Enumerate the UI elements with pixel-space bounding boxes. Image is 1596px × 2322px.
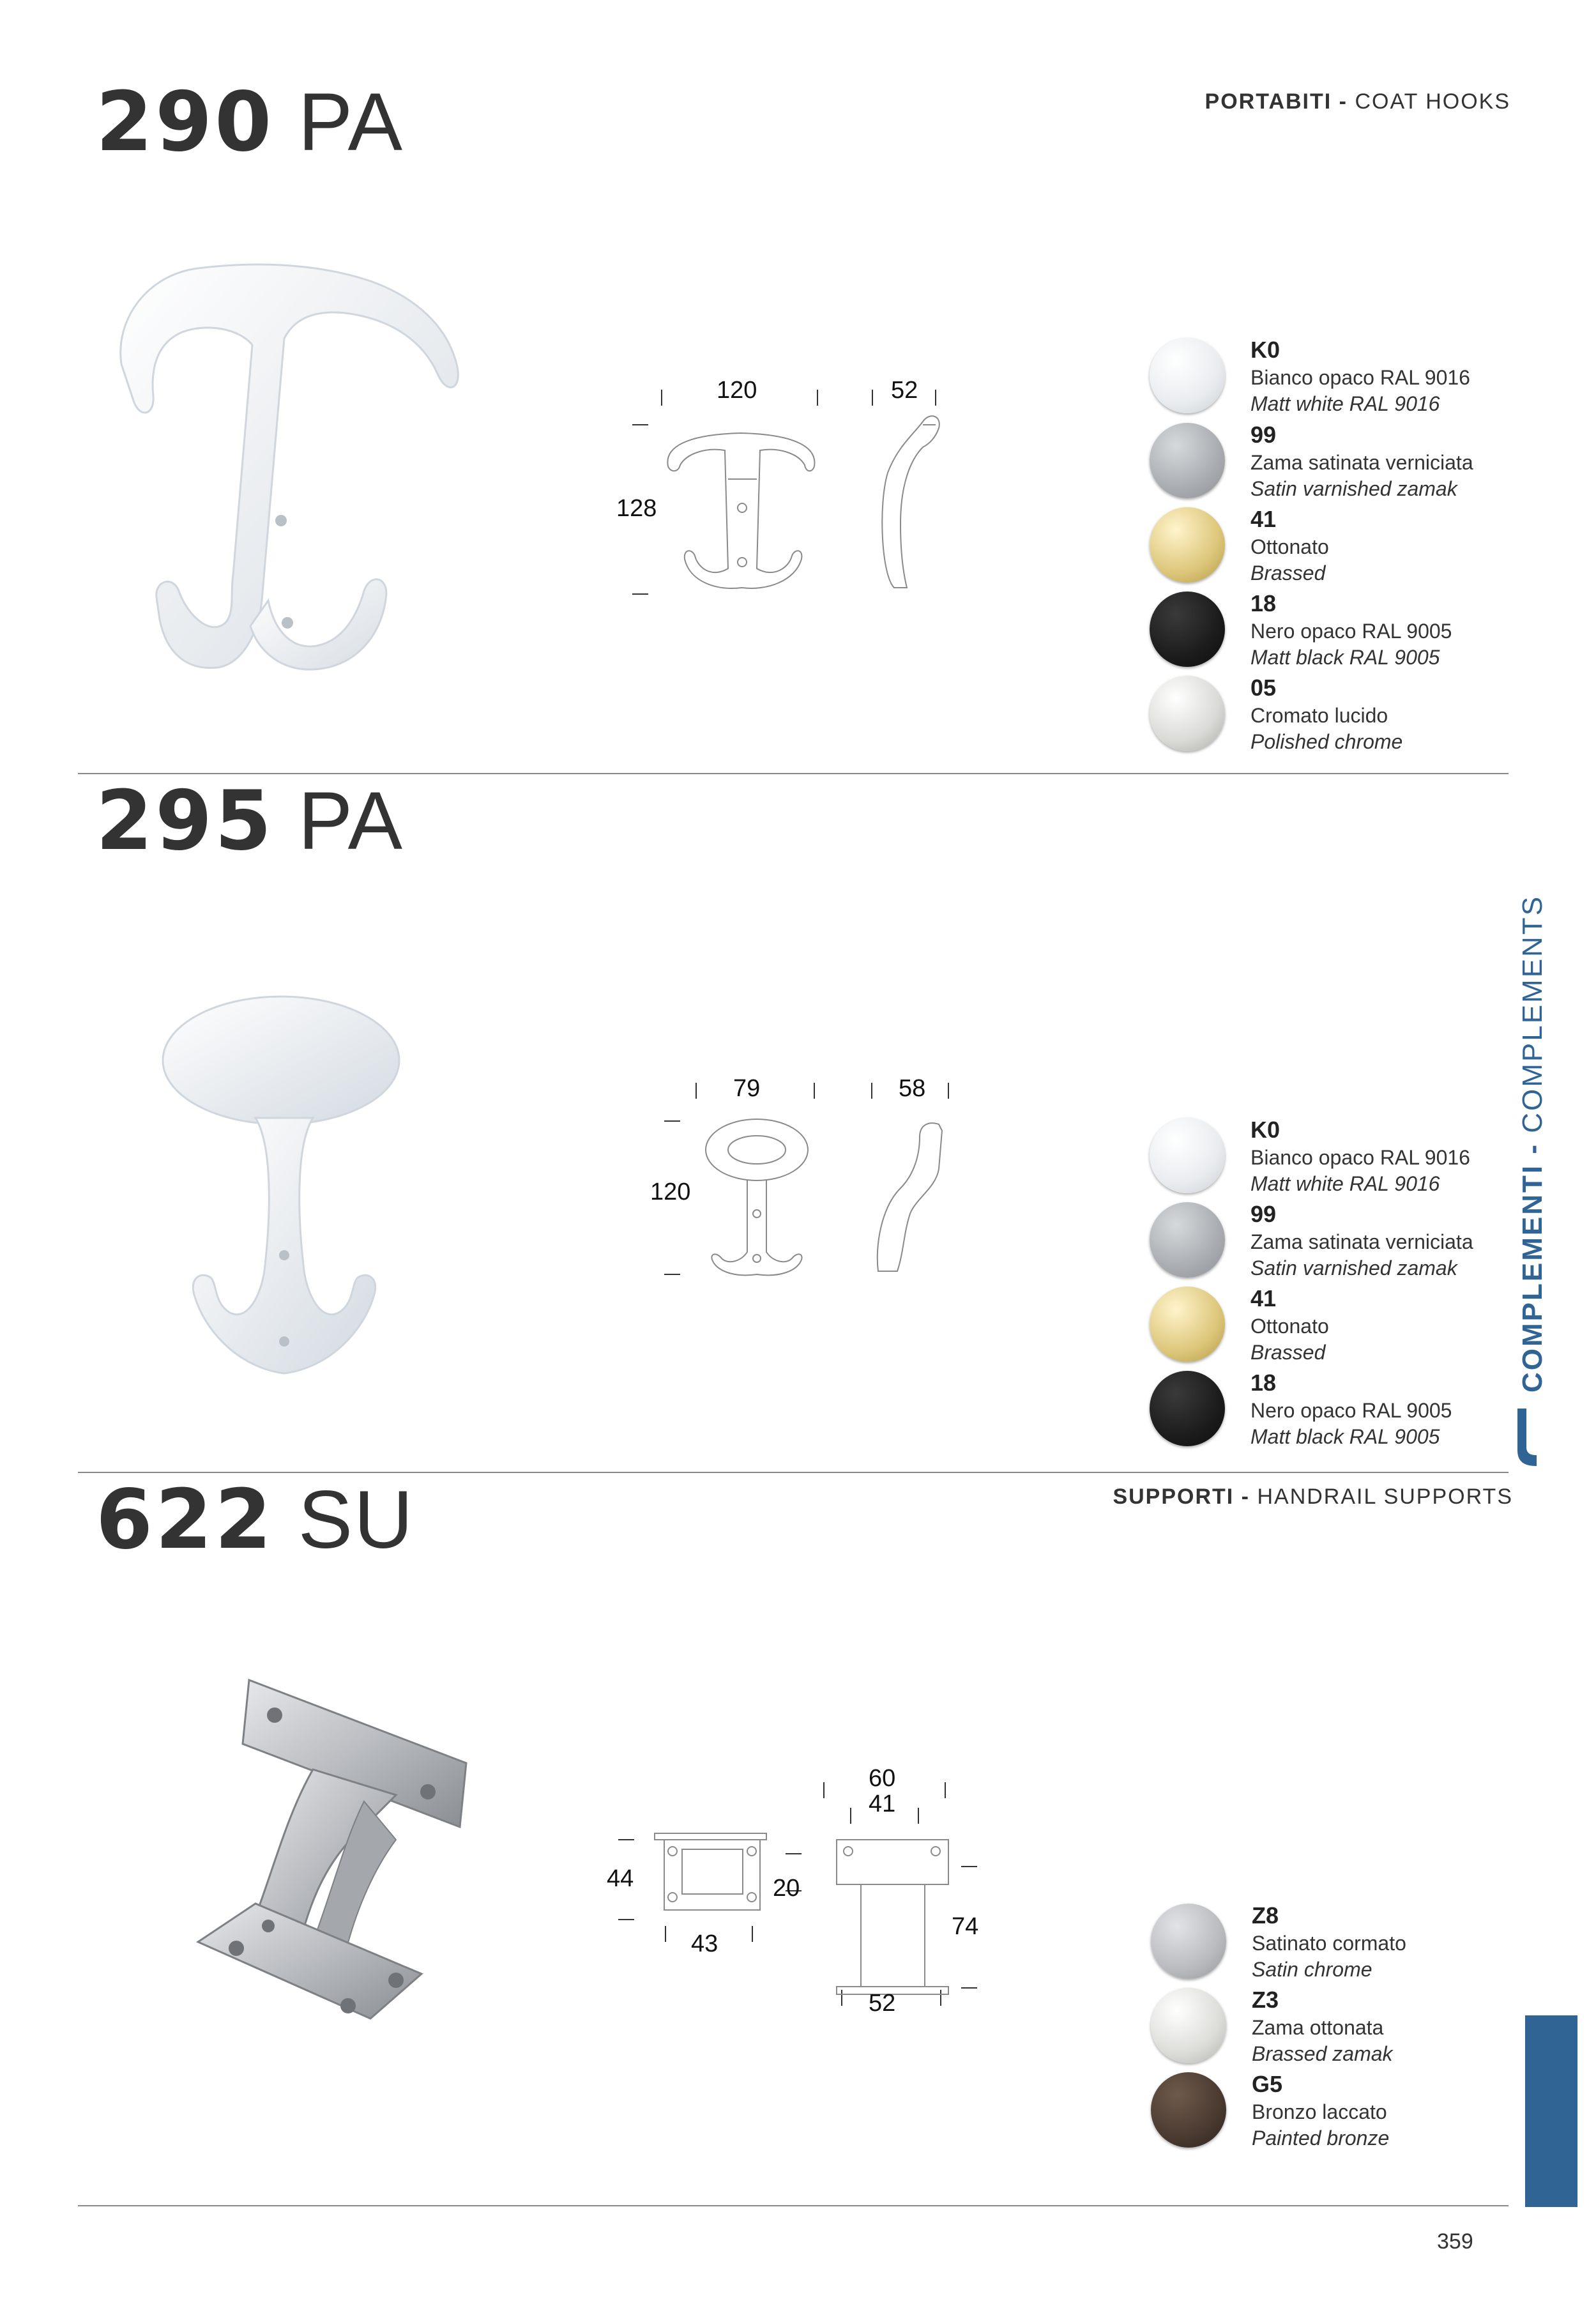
model-title-290-pa bbox=[96, 75, 404, 170]
category-coat-hooks bbox=[1205, 89, 1510, 114]
finish-item bbox=[1150, 1201, 1482, 1284]
finish-item bbox=[1151, 2071, 1483, 2154]
finish-swatch bbox=[1150, 1287, 1225, 1362]
brand-logo-icon bbox=[1512, 1405, 1538, 1469]
finish-name-it: Zama satinata verniciata bbox=[1250, 1230, 1473, 1253]
model-number: 295 bbox=[96, 774, 275, 869]
dim-width-outer: 60 bbox=[869, 1765, 896, 1792]
finish-name-it: Satinato cormato bbox=[1252, 1932, 1406, 1955]
finish-name-en: Matt black RAL 9005 bbox=[1250, 646, 1440, 669]
finish-item bbox=[1150, 1285, 1482, 1368]
dim-plate-depth: 20 bbox=[773, 1875, 800, 1902]
product-photo-295-pa bbox=[160, 997, 428, 1380]
sidebar-label-light: COMPLEMENTS bbox=[1517, 894, 1548, 1133]
finish-swatch bbox=[1150, 1371, 1225, 1446]
finish-name-it: Zama satinata verniciata bbox=[1250, 451, 1473, 474]
dim-width: 79 bbox=[733, 1075, 761, 1102]
finish-name-en: Brassed bbox=[1250, 561, 1326, 584]
dim-depth: 58 bbox=[899, 1075, 926, 1102]
finish-name-it: Ottonato bbox=[1250, 1315, 1329, 1338]
dim-depth: 52 bbox=[891, 377, 918, 404]
finish-item bbox=[1150, 1117, 1482, 1200]
finish-swatch bbox=[1150, 1118, 1225, 1193]
finish-item bbox=[1151, 1987, 1483, 2070]
section-divider bbox=[78, 773, 1509, 774]
category-bold: SUPPORTI - bbox=[1113, 1485, 1250, 1509]
dim-height: 128 bbox=[616, 495, 657, 522]
finish-name-en: Matt white RAL 9016 bbox=[1250, 1172, 1440, 1195]
dim-total-height: 74 bbox=[952, 1913, 979, 1940]
finish-code: 18 bbox=[1250, 590, 1277, 616]
model-suffix: SU bbox=[298, 1474, 414, 1566]
model-title-622-su bbox=[96, 1472, 414, 1568]
product-photo-290-pa bbox=[102, 243, 485, 690]
model-title-295-pa bbox=[96, 774, 404, 869]
product-photo-622-su bbox=[185, 1674, 479, 2031]
finish-item bbox=[1150, 590, 1482, 673]
finish-code: Z3 bbox=[1252, 1987, 1279, 2013]
finish-swatch bbox=[1151, 2072, 1226, 2148]
section-divider bbox=[78, 2205, 1509, 2206]
category-light: COAT HOOKS bbox=[1355, 89, 1510, 114]
finish-code: K0 bbox=[1250, 337, 1281, 363]
dim-width-inner: 41 bbox=[869, 1791, 896, 1817]
finish-name-it: Bianco opaco RAL 9016 bbox=[1250, 1146, 1470, 1169]
technical-drawing-622-su bbox=[613, 1769, 1009, 2025]
finish-code: 41 bbox=[1250, 506, 1277, 532]
page-tab-marker bbox=[1525, 2015, 1577, 2207]
finish-code: 99 bbox=[1250, 422, 1277, 448]
finish-code: 05 bbox=[1250, 675, 1277, 701]
finish-swatch bbox=[1151, 1904, 1226, 1979]
section-divider bbox=[78, 1472, 1509, 1473]
finish-code: G5 bbox=[1252, 2071, 1283, 2097]
finish-code: K0 bbox=[1250, 1117, 1281, 1143]
finish-name-it: Bronzo laccato bbox=[1252, 2100, 1387, 2123]
finish-swatch bbox=[1150, 338, 1225, 413]
sidebar-label-bold: COMPLEMENTI - bbox=[1517, 1143, 1548, 1393]
finish-swatch bbox=[1150, 676, 1225, 751]
finish-name-en: Matt white RAL 9016 bbox=[1250, 392, 1440, 415]
finish-name-it: Ottonato bbox=[1250, 535, 1329, 558]
model-suffix: PA bbox=[298, 77, 404, 168]
finish-item bbox=[1150, 422, 1482, 505]
dim-base-width: 52 bbox=[869, 1990, 896, 2017]
finish-swatch bbox=[1151, 1988, 1226, 2063]
finish-item bbox=[1150, 506, 1482, 589]
finish-item bbox=[1150, 675, 1482, 758]
page-number: 359 bbox=[1437, 2229, 1473, 2254]
finish-code: 41 bbox=[1250, 1285, 1277, 1311]
model-number: 622 bbox=[96, 1472, 275, 1568]
finish-code: Z8 bbox=[1252, 1902, 1279, 1929]
finish-item bbox=[1150, 1370, 1482, 1453]
finish-item bbox=[1150, 337, 1482, 420]
finish-name-en: Matt black RAL 9005 bbox=[1250, 1425, 1440, 1448]
finish-name-it: Cromato lucido bbox=[1250, 704, 1388, 727]
finish-name-en: Satin varnished zamak bbox=[1250, 1256, 1457, 1279]
finish-swatch bbox=[1150, 507, 1225, 583]
technical-drawing-295-pa bbox=[658, 1080, 990, 1290]
technical-drawing-290-pa bbox=[626, 377, 984, 607]
finish-name-it: Bianco opaco RAL 9016 bbox=[1250, 366, 1470, 389]
finish-name-it: Nero opaco RAL 9005 bbox=[1250, 1399, 1452, 1422]
finish-code: 99 bbox=[1250, 1201, 1277, 1227]
finish-name-it: Nero opaco RAL 9005 bbox=[1250, 620, 1452, 643]
finish-name-it: Zama ottonata bbox=[1252, 2016, 1384, 2039]
finish-name-en: Satin chrome bbox=[1252, 1958, 1372, 1981]
finish-name-en: Polished chrome bbox=[1250, 730, 1403, 753]
finish-swatch bbox=[1150, 1202, 1225, 1278]
finish-name-en: Satin varnished zamak bbox=[1250, 477, 1457, 500]
finish-swatch bbox=[1150, 423, 1225, 498]
dim-plate-height: 44 bbox=[607, 1865, 634, 1892]
category-bold: PORTABITI - bbox=[1205, 89, 1348, 114]
finish-code: 18 bbox=[1250, 1370, 1277, 1396]
sidebar-section-label bbox=[1517, 754, 1555, 1393]
category-handrail-supports bbox=[1113, 1485, 1513, 1509]
finish-name-en: Brassed zamak bbox=[1252, 2042, 1393, 2065]
dim-width: 120 bbox=[717, 377, 757, 404]
model-number: 290 bbox=[96, 75, 275, 170]
dim-height: 120 bbox=[650, 1179, 691, 1205]
finish-swatch bbox=[1150, 592, 1225, 667]
finish-item bbox=[1151, 1902, 1483, 1985]
dim-plate-width: 43 bbox=[691, 1930, 718, 1957]
category-light: HANDRAIL SUPPORTS bbox=[1257, 1485, 1513, 1509]
finish-name-en: Brassed bbox=[1250, 1341, 1326, 1364]
finish-name-en: Painted bronze bbox=[1252, 2127, 1390, 2150]
model-suffix: PA bbox=[298, 775, 404, 867]
